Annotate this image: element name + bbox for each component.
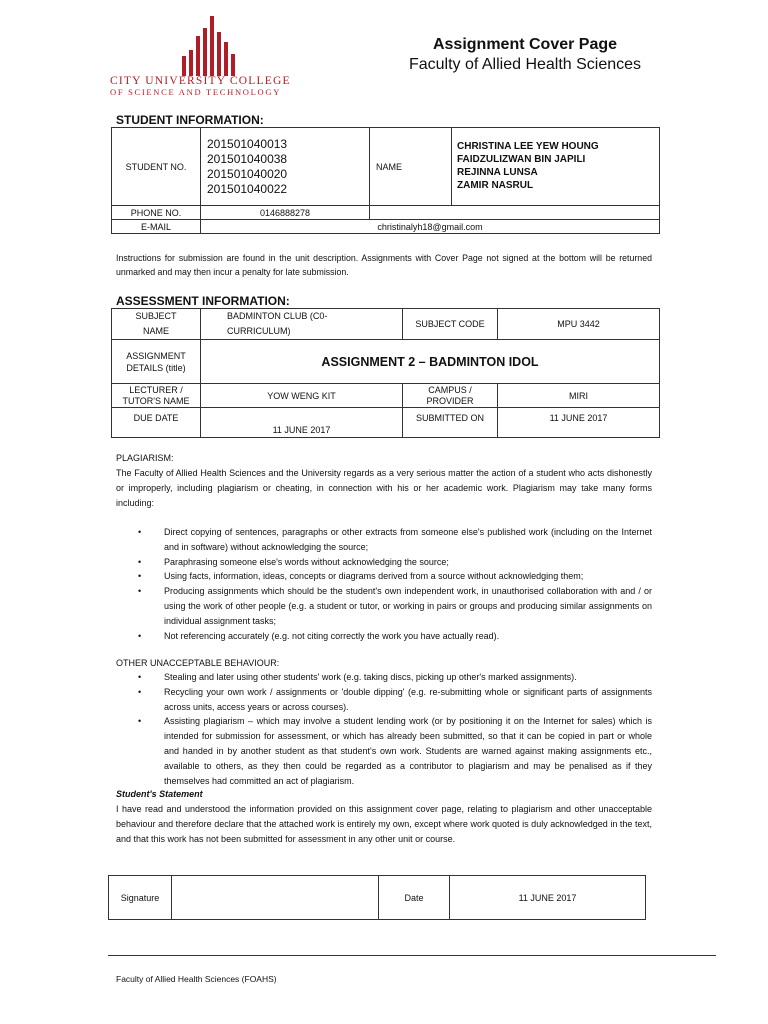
lecturer-label [112,384,201,408]
subject-name-label [112,309,201,340]
list-item: • Direct copying of sentences, paragraphs or other extracts from someone else's published work (including on the Internet and in software) without acknowledging the source; [116,525,652,555]
signature-label: Signature [109,876,172,920]
footer-divider [108,955,716,956]
campus-label-line2: PROVIDER [426,395,474,406]
lecturer-label-line2: TUTOR'S NAME [122,395,190,406]
campus-label-line1: CAMPUS / [428,384,472,395]
subject-name-line2: CURRICULUM) [227,326,291,336]
footer-text: Faculty of Allied Health Sciences (FOAHS) [116,974,277,984]
logo-text-line1: CITY UNIVERSITY COLLEGE [110,75,291,87]
student-number: 201501040038 [207,151,288,166]
phone-label: PHONE NO. [112,206,201,220]
plagiarism-list [116,525,652,643]
list-item: • Using facts, information, ideas, concepts or diagrams derived from a source without acknowledging them; [116,569,652,584]
student-numbers [201,128,370,206]
list-item: • Paraphrasing someone else's words without acknowledging the source; [116,555,652,570]
due-date-label: DUE DATE [112,408,201,438]
list-item: • Assisting plagiarism – which may involve a student lending work (or by positioning it on the Internet for sales) which is intended for submission for assessment, or which has already been submitted, so that it can be copied in part or whole and handed in by another student as that student's own work. Students are warned against making assignments etc., available to others, as they then could be regarded as a contributor to plagiarism and may be penalised as if they themselves had committed an act of plagiarism. [116,714,652,788]
email-value: christinalyh18@gmail.com [201,220,660,234]
lecturer-label-line1: LECTURER / [129,384,183,395]
details-label-line2: DETAILS (title) [126,362,186,373]
assessment-info-table [111,308,660,438]
logo-text-line2: OF SCIENCE AND TECHNOLOGY [110,87,282,97]
student-info-heading: STUDENT INFORMATION: [116,113,264,127]
phone-value: 0146888278 [201,206,370,220]
phone-empty-cell [370,206,660,220]
student-number: 201501040013 [207,136,288,151]
list-item: • Recycling your own work / assignments or 'double dipping' (e.g. re-submitting whole or significant parts of assignments across units, access years or across courses). [116,685,652,715]
submitted-on-label: SUBMITTED ON [403,408,498,438]
page-title: Assignment Cover Page [432,36,618,53]
campus-value: MIRI [498,384,660,408]
subject-name-value [201,309,403,340]
date-label: Date [379,876,450,920]
student-number: 201501040022 [207,181,288,196]
list-item: • Not referencing accurately (e.g. not citing correctly the work you have actually read). [116,629,652,644]
signature-table [108,875,646,920]
campus-label [403,384,498,408]
assessment-info-heading: ASSESSMENT INFORMATION: [116,294,290,308]
student-name: FAIDZULIZWAN BIN JAPILI [457,154,586,165]
list-item: • Producing assignments which should be the student's own independent work, in unauthorised collaboration with and / or using the work of other people (e.g. a student or tutor, or working in pairs or groups and producing similar assignments on individual assignment tasks; [116,584,652,628]
statement-heading: Student's Statement [116,789,203,799]
subject-name-label-line1: SUBJECT [135,311,177,321]
student-info-table [111,127,660,234]
name-label: NAME [370,128,452,206]
plagiarism-heading: PLAGIARISM: [116,453,174,463]
details-label-line1: ASSIGNMENT [126,350,186,361]
submitted-on-value: 11 JUNE 2017 [498,408,660,438]
email-label: E-MAIL [112,220,201,234]
student-names [452,128,660,206]
student-name: ZAMIR NASRUL [457,180,534,191]
page-subtitle: Faculty of Allied Health Sciences [408,56,642,73]
due-date-value: 11 JUNE 2017 [201,408,403,438]
other-behaviour-list [116,670,652,788]
instructions-text: Instructions for submission are found in the unit description. Assignments with Cover Page not signed at the bottom will be returned unmarked and may then incur a penalty for late submission. [116,253,652,277]
other-behaviour-heading: OTHER UNACCEPTABLE BEHAVIOUR: [116,658,280,668]
subject-name-label-line2: NAME [142,326,169,336]
assignment-details-label [112,340,201,384]
lecturer-value: YOW WENG KIT [201,384,403,408]
subject-code-value: MPU 3442 [498,309,660,340]
assignment-details-value: ASSIGNMENT 2 – BADMINTON IDOL [201,340,660,384]
student-number: 201501040020 [207,166,288,181]
signature-field[interactable] [172,876,379,920]
date-value: 11 JUNE 2017 [450,876,646,920]
student-name: REJINNA LUNSA [457,167,538,178]
list-item: • Stealing and later using other students' work (e.g. taking discs, picking up other's marked assignments). [116,670,652,685]
subject-name-line1: BADMINTON CLUB (C0- [227,311,328,321]
student-no-label: STUDENT NO. [112,128,201,206]
subject-code-label: SUBJECT CODE [403,309,498,340]
student-name: CHRISTINA LEE YEW HOUNG [457,141,599,152]
plagiarism-intro: The Faculty of Allied Health Sciences and the University regards as a very serious matter the action of a student who acts dishonestly or improperly, including plagiarism or cheating, in connection with his or her academic work. Plagiarism may take many forms including: [116,468,652,508]
statement-text: I have read and understood the information provided on this assignment cover page, relating to plagiarism and other unacceptable behaviour and therefore declare that the attached work is entirely my own, except where work quoted is duly acknowledged in the text, and that this work has not been submitted for assessment in any other unit or course. [116,804,652,844]
